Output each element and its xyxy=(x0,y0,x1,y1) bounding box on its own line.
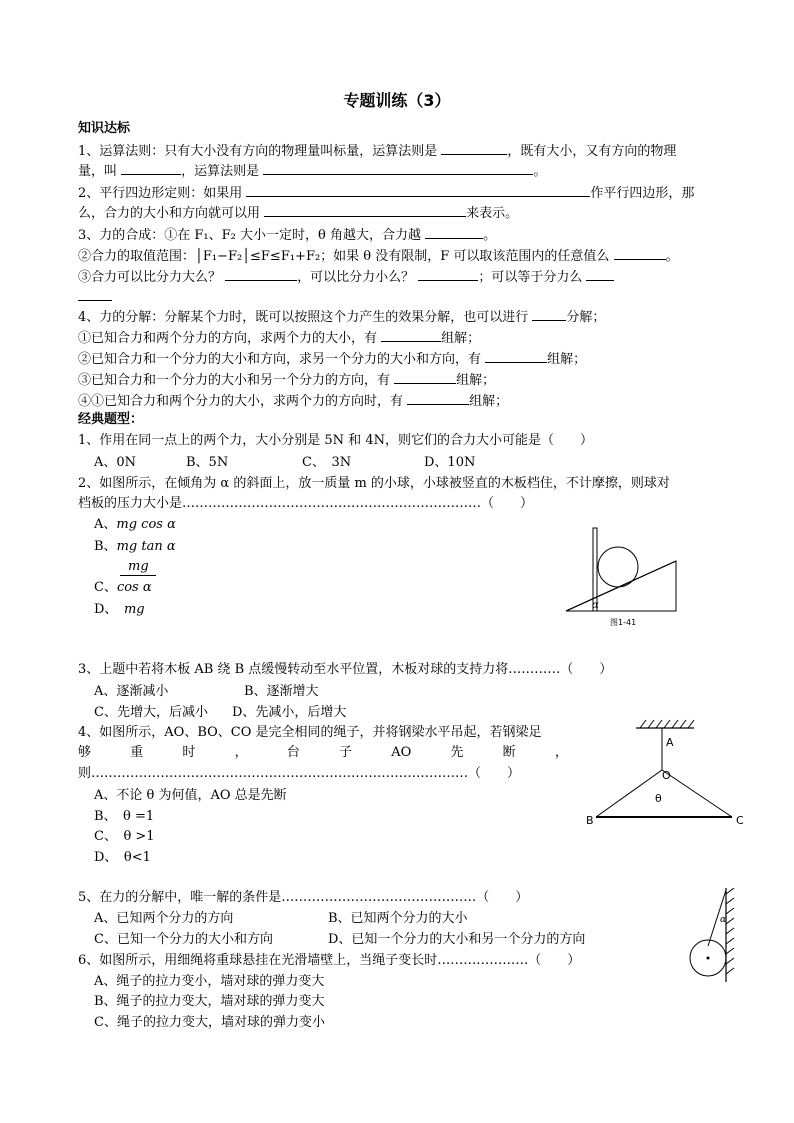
q3-option-d: D、先减小，后增大 xyxy=(232,705,347,720)
answer-blank xyxy=(264,204,466,217)
label-b: B xyxy=(586,814,594,827)
q2-option-a: A、mg cos α xyxy=(94,517,176,532)
ceiling-hatching xyxy=(640,720,694,728)
item-4-line-2: ①已知合力和两个分力的方向，求两个力的大小，有 组解； xyxy=(78,331,481,346)
question-6: 6、如图所示，用细绳将重球悬挂在光滑墙壁上，当绳子变长时…………………（ ） xyxy=(78,953,581,968)
page-title: 专题训练（3） xyxy=(343,91,451,110)
label-o: O xyxy=(662,769,671,782)
q2-option-b: B、mg tan α xyxy=(94,539,176,554)
item-1-line-2: 量，叫 ，运算法则是 。 xyxy=(78,164,547,179)
answer-blank xyxy=(418,268,478,281)
answer-blank xyxy=(263,162,533,175)
item-4-line-1: 4、力的分解：分解某个力时，既可以按照这个力产生的效果分解，也可以进行 分解； xyxy=(78,310,606,325)
question-1: 1、作用在同一点上的两个力，大小分别是 5N 和 4N，则它们的合力大小可能是（ ） xyxy=(78,433,593,448)
item-3-line-2: ②合力的取值范围：│F₁−F₂│≤F≤F₁+F₂；如果 θ 没有限制，F 可以取该范围内的任意值么 。 xyxy=(78,249,679,264)
item-3-line-4 xyxy=(78,288,112,306)
ball xyxy=(598,547,638,587)
q6-option-a: A、绳子的拉力变小，墙对球的弹力变大 xyxy=(94,974,325,989)
question-4-line-2: 够 重 时 ， 台 子 AO 先 断 ， xyxy=(78,745,568,760)
q3-option-b: B、逐渐增大 xyxy=(244,684,319,699)
item-3-line-3: ③合力可以比分力大么？ ，可以比分力小么？ ；可以等于分力么 xyxy=(78,268,614,286)
answer-blank xyxy=(485,350,547,363)
item-4-line-5: ④①已知合力和两个分力的大小，求两个力的方向时，有 组解； xyxy=(78,394,509,409)
ropes-beam-figure xyxy=(582,712,752,830)
answer-blank xyxy=(407,392,469,405)
q1-option-c: C、 3N xyxy=(302,455,352,470)
q1-option-a: A、0N xyxy=(94,455,137,470)
q2-option-d: D、 mg xyxy=(94,602,145,617)
ball-center xyxy=(707,957,710,960)
question-4-line-3: 则……………………………………………………………………………（ ） xyxy=(78,766,521,781)
answer-blank xyxy=(586,268,614,281)
q4-option-b: B、 θ =1 xyxy=(94,809,155,824)
answer-blank xyxy=(381,329,441,342)
q5-option-b: B、已知两个分力的大小 xyxy=(328,911,468,926)
answer-blank xyxy=(614,247,666,260)
incline-surface xyxy=(566,561,676,611)
q3-option-a: A、逐渐减小 xyxy=(94,684,169,699)
q6-option-b: B、绳子的拉力变大，墙对球的弹力变大 xyxy=(94,994,325,1009)
q2-option-c: C、cos α xyxy=(94,580,152,595)
q4-option-d: D、 θ<1 xyxy=(94,850,151,865)
answer-blank xyxy=(246,184,590,197)
answer-blank xyxy=(394,371,456,384)
question-4-line-1: 4、如图所示，AO、BO、CO 是完全相同的绳子，并将钢梁水平吊起，若钢梁足 xyxy=(78,725,542,740)
q1-option-b: B、5N xyxy=(186,455,229,470)
angle-alpha-label: α xyxy=(592,600,599,611)
q4-option-c: C、 θ >1 xyxy=(94,829,155,844)
section-knowledge: 知识达标 xyxy=(78,121,131,136)
question-2-line-1: 2、如图所示，在倾角为 α 的斜面上，放一质量 m 的小球，小球被竖直的木板档住，不计摩擦，则球对 xyxy=(78,476,670,491)
label-c: C xyxy=(736,814,744,827)
wall-hatching xyxy=(726,888,734,974)
q2-option-c-numerator: mg xyxy=(128,559,149,574)
item-1-line-1: 1、运算法则：只有大小没有方向的物理量叫标量，运算法则是 ，既有大小，又有方向的物理 xyxy=(78,144,677,159)
q6-option-c: C、绳子的拉力变大，墙对球的弹力变小 xyxy=(94,1015,325,1030)
q5-option-c: C、已知一个分力的大小和方向 xyxy=(94,932,273,947)
answer-blank xyxy=(425,226,483,239)
q5-option-a: A、已知两个分力的方向 xyxy=(94,911,234,926)
item-4-line-4: ③已知合力和一个分力的大小和另一个分力的方向，有 组解； xyxy=(78,373,496,388)
answer-blank xyxy=(532,308,566,321)
fraction-bar xyxy=(120,575,156,576)
section-classic: 经典题型： xyxy=(78,412,144,427)
rope-co xyxy=(662,770,732,817)
answer-blank xyxy=(441,142,507,155)
q5-option-d: D、已知一个分力的大小和另一个分力的方向 xyxy=(328,932,586,947)
question-3: 3、上题中若将木板 AB 绕 B 点缓慢转动至水平位置，木板对球的支持力将…………（ ） xyxy=(78,662,613,677)
label-a: A xyxy=(666,736,674,749)
q3-option-c: C、先增大，后减小 xyxy=(94,705,208,720)
question-2-line-2: 档板的压力大小是……………………………………………………………（ ） xyxy=(78,496,534,511)
item-4-line-3: ②已知合力和一个分力的大小和方向，求另一个分力的大小和方向，有 组解； xyxy=(78,352,587,367)
answer-blank xyxy=(78,288,112,301)
q1-option-d: D、10N xyxy=(424,455,476,470)
incline-ball-figure xyxy=(560,525,685,630)
item-2-line-1: 2、平行四边形定则：如果用 作平行四边形，那 xyxy=(78,186,695,201)
rope-bo xyxy=(596,770,662,817)
q4-option-a: A、不论 θ 为何值，AO 总是先断 xyxy=(94,788,287,803)
answer-blank xyxy=(121,162,181,175)
hanging-ball-figure xyxy=(682,886,742,986)
question-5: 5、在力的分解中，唯一解的条件是………………………………………（ ） xyxy=(78,890,529,905)
item-3-line-1: 3、力的合成：①在 F₁、F₂ 大小一定时，θ 角越大，合力越 。 xyxy=(78,228,497,243)
figure-caption: 图1-41 xyxy=(610,618,637,627)
angle-alpha-label: α xyxy=(720,915,727,925)
answer-blank xyxy=(225,268,297,281)
label-theta: θ xyxy=(655,792,662,805)
item-2-line-2: 么，合力的大小和方向就可以用 来表示。 xyxy=(78,206,519,221)
